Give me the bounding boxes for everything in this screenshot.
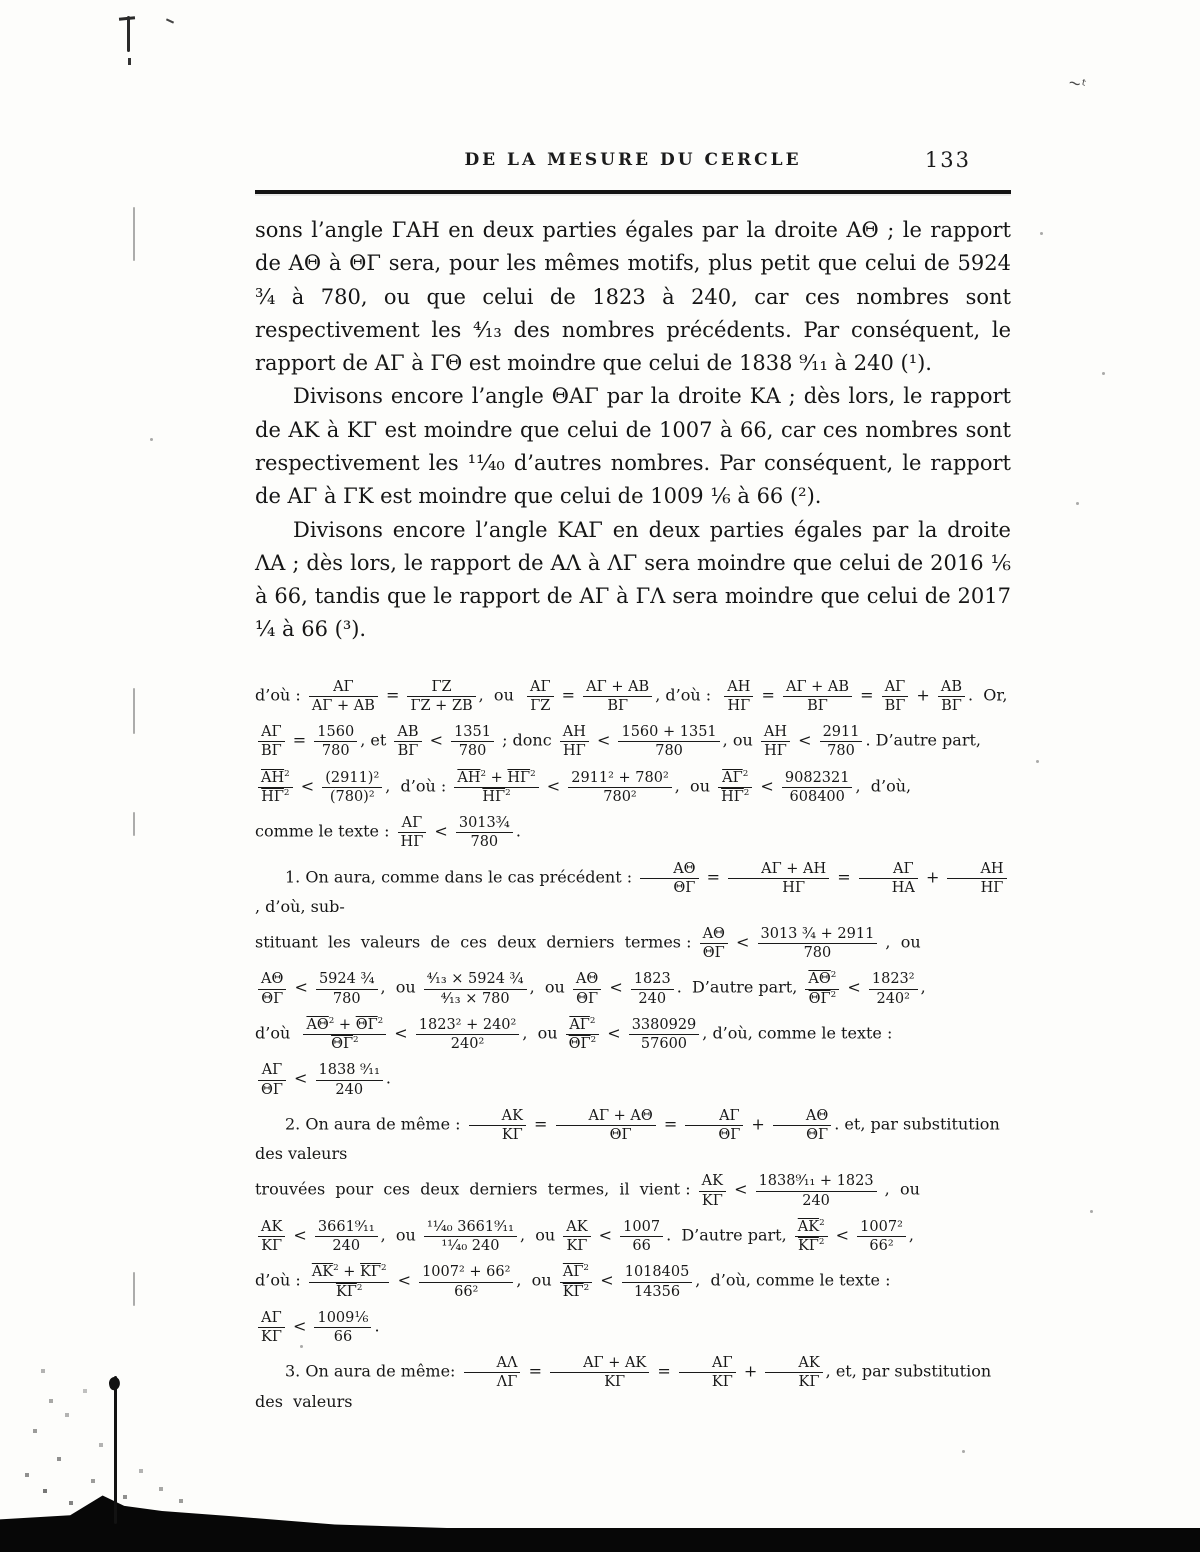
scan-artifact-speck <box>1102 372 1105 375</box>
fraction: $\frac{AK}{K\Gamma}$ <box>563 1218 590 1254</box>
overline-squared-term: $\overline{AK}^2$ <box>797 1217 825 1235</box>
fraction: $\frac{\text{1007²}}{\text{66²}}$ <box>857 1218 906 1254</box>
overline-squared-term: $\overline{K\Gamma}^2$ <box>360 1263 387 1281</box>
formula-text: , ou <box>519 1225 561 1245</box>
notes-block <box>255 677 1011 1412</box>
scan-artifact-speck <box>962 1450 965 1453</box>
formula-text: , ou <box>380 1225 421 1245</box>
overline-squared-term: $\overline{A\Gamma}^2$ <box>722 768 749 786</box>
overline-squared-term: $\overline{\Theta\Gamma}^2$ <box>808 989 837 1007</box>
fraction: $\frac{A\Gamma}{K\Gamma}$ <box>258 1309 285 1345</box>
formula-text: , ou <box>880 932 921 952</box>
formula-text: , ou <box>522 1023 563 1043</box>
fraction: $\frac{A\Gamma}{\Theta\Gamma}$ <box>685 1107 743 1143</box>
scan-artifact-speck <box>300 1345 303 1348</box>
fraction: $\frac{AK}{K\Gamma}$ <box>699 1172 726 1208</box>
formula-text: , ou <box>722 730 758 750</box>
overline-squared-term: $\overline{H\Gamma}^2$ <box>721 788 750 805</box>
formula-text: < <box>287 1316 312 1336</box>
formula-text: = <box>832 867 856 887</box>
fraction: $\frac{\text{1823²}}{\text{240²}}$ <box>869 970 918 1006</box>
formula-text: , ou <box>516 1271 557 1291</box>
fraction <box>258 769 293 805</box>
formula-text: = <box>556 685 581 705</box>
overline-squared-term: $\overline{A\Theta}^2$ <box>808 970 837 988</box>
scan-artifact-crease-line <box>114 1376 117 1524</box>
fraction: $\frac{A\Gamma}{K\Gamma}$ <box>679 1354 736 1390</box>
formula-line <box>255 722 1011 760</box>
formula-text: = <box>528 1114 553 1134</box>
fraction: $\frac{AH}{H\Gamma}$ <box>724 678 753 714</box>
scan-artifact-speck <box>150 438 153 441</box>
formula-text: , d’où, <box>855 776 912 796</box>
fraction: $\frac{A\Gamma}{\Gamma Z}$ <box>527 678 554 714</box>
formula-line <box>255 1353 1011 1411</box>
formula-line <box>255 1060 1011 1098</box>
formula-text: < <box>424 730 449 750</box>
fraction: $\frac{A\Gamma + A\Theta}{\Theta\Gamma}$ <box>556 1107 656 1143</box>
scan-artifact-margin-line <box>133 688 135 734</box>
fraction: $\frac{AH}{H\Gamma}$ <box>947 860 1006 896</box>
page-content <box>255 150 1011 1419</box>
formula-text: d’où : <box>255 1271 306 1291</box>
fraction: $\frac{\overline{A\Theta}^2 + \overline{\Theta\Gamma}^2}{\overline{\Theta\Gamma}^2}$ <box>303 1016 386 1052</box>
scan-artifact-ink-mark <box>128 58 131 65</box>
overline-squared-term: $\overline{AK}^2$ <box>311 1263 339 1281</box>
fraction <box>805 970 839 1006</box>
formula-text: < <box>593 1225 618 1245</box>
formula-text: = <box>523 1361 548 1381</box>
formula-text: < <box>730 932 755 952</box>
scan-artifact-margin-line <box>133 207 135 261</box>
formula-text: , et <box>360 730 392 750</box>
overline-squared-term: $\overline{A\Theta}^2$ <box>306 1016 335 1033</box>
fraction: $\frac{\Gamma Z}{\Gamma Z + ZB}$ <box>407 678 475 714</box>
fraction: $\frac{A\Gamma + AK}{K\Gamma}$ <box>550 1354 649 1390</box>
formula-text: + <box>746 1114 770 1134</box>
formula-text: . <box>385 1069 391 1089</box>
scan-artifact-speck <box>1040 232 1043 235</box>
fraction: $\frac{\text{3013 ¾ + 2911}}{780}$ <box>758 925 878 961</box>
formula-text: < <box>755 776 779 796</box>
scan-artifact-ink-blob <box>108 1376 121 1391</box>
formula-line <box>255 1217 1011 1255</box>
paragraph-1: sons l’angle ΓΑΗ en deux parties égales par la droite ΑΘ ; le rapport de ΑΘ à ΘΓ sera, pour les mêmes motifs, plus petit que celui de 5924 ¾ à 780, ou que celui de 1823 à 240, car ces nombres sont respectivement les ⁴⁄₁₃ des nombres précédents. Par conséquent, le rapport de ΑΓ à ΓΘ est moindre que celui de 1838 ⁹⁄₁₁ à 240 (¹). <box>255 218 1011 376</box>
overline-squared-term: $\overline{A\Gamma}^2$ <box>569 1016 596 1033</box>
fraction: $\frac{A\Theta}{\Theta\Gamma}$ <box>573 970 601 1006</box>
fraction <box>795 1218 828 1254</box>
overline-squared-term: $\overline{K\Gamma}^2$ <box>335 1282 363 1300</box>
formula-text: trouvées pour ces deux derniers termes, il vient : <box>255 1180 696 1200</box>
formula-text: , d’où, sub- <box>255 897 345 916</box>
fraction: $\frac{1018405}{14356}$ <box>622 1263 693 1299</box>
formula-text: d’où <box>255 1023 301 1043</box>
formula-text: , ou <box>674 776 716 796</box>
formula-text: , et, par substitution des valeurs <box>255 1361 997 1411</box>
formula-text: , ou <box>529 978 570 998</box>
scan-artifact-speck <box>1036 760 1039 763</box>
fraction: $\frac{2911}{780}$ <box>820 723 863 759</box>
fraction <box>566 1016 599 1052</box>
formula-text: < <box>295 776 320 796</box>
formula-text: = <box>701 867 726 887</box>
formula-text: , d’où, comme le texte : <box>695 1271 891 1291</box>
formula-text: < <box>842 978 866 998</box>
fraction <box>560 1263 592 1299</box>
formula-text: . D’autre part, <box>666 1225 792 1245</box>
formula-text: , d’où : <box>385 776 452 796</box>
formula-text: = <box>287 730 312 750</box>
formula-text: < <box>728 1180 753 1200</box>
overline-squared-term: $\overline{\Theta\Gamma}^2$ <box>331 1035 359 1053</box>
fraction: $\frac{A\Lambda}{\Lambda\Gamma}$ <box>464 1354 521 1390</box>
fraction <box>718 769 752 805</box>
fraction: $\frac{1560 + 1351}{780}$ <box>618 723 719 759</box>
fraction: $\frac{9082321}{608400}$ <box>782 769 853 805</box>
formula-line <box>255 677 1011 715</box>
fraction: $\frac{\text{¹¹⁄₄₀ 3661⁹⁄₁₁}}{\text{¹¹⁄₄₀ 240}}$ <box>424 1218 517 1254</box>
header-rule <box>255 190 1011 194</box>
scan-artifact-speck <box>1090 1210 1093 1213</box>
formula-text: + <box>911 685 935 705</box>
overline-squared-term: $\overline{K\Gamma}^2$ <box>797 1237 825 1255</box>
formula-text: d’où : <box>255 685 306 705</box>
formula-text: < <box>288 1225 312 1245</box>
formula-text: = <box>855 685 879 705</box>
scan-artifact-margin-line <box>133 812 135 836</box>
fraction: $\frac{3380929}{57600}$ <box>629 1016 700 1052</box>
fraction: $\frac{\text{1838⁹⁄₁₁ + 1823}}{240}$ <box>756 1172 877 1208</box>
formula-text: < <box>429 821 453 841</box>
formula-text: , ou <box>478 685 525 705</box>
running-head-title: DE LA MESURE DU CERCLE <box>464 150 802 170</box>
formula-text: = <box>658 1114 683 1134</box>
fraction: $\frac{\text{1823² + 240²}}{\text{240²}}$ <box>416 1016 520 1052</box>
fraction: $\frac{A\Gamma}{\Theta\Gamma}$ <box>258 1061 286 1097</box>
scan-artifact-margin-line <box>133 1272 135 1306</box>
paragraph-2: Divisons encore l’angle ΘΑΓ par la droite ΚΑ ; dès lors, le rapport de ΑΚ à ΚΓ est moindre que celui de 1007 à 66, car ces nombres sont respectivement les ¹¹⁄₄₀ d’autres nombres. Par conséquent, le rapport de ΑΓ à ΓΚ est moindre que celui de 1009 ⅙ à 66 (²). <box>255 384 1011 509</box>
overline-squared-term: $\overline{AH}^2$ <box>457 768 487 786</box>
fraction: $\frac{AK}{K\Gamma}$ <box>765 1354 822 1390</box>
formula-text: < <box>595 1271 619 1291</box>
formula-line <box>255 1171 1011 1209</box>
body-text <box>255 214 1011 647</box>
formula-text: comme le texte : <box>255 821 395 841</box>
fraction: $\frac{\overline{AK}^2 + \overline{K\Gamma}^2}{\overline{K\Gamma}^2}$ <box>309 1263 390 1299</box>
formula-line <box>255 768 1011 806</box>
formula-text: , <box>908 1225 914 1245</box>
overline-squared-term: $\overline{H\Gamma}^2$ <box>261 788 290 805</box>
overline-squared-term: $\overline{K\Gamma}^2$ <box>562 1282 590 1300</box>
scan-artifact-squiggle: ∼ᵗ <box>1065 72 1089 95</box>
fraction: $\frac{A\Gamma + AB}{B\Gamma}$ <box>783 678 852 714</box>
fraction: $\frac{1823}{240}$ <box>631 970 674 1006</box>
formula-line <box>255 1308 1011 1346</box>
fraction: $\frac{\text{2911² + 780²}}{\text{780²}}$ <box>568 769 672 805</box>
formula-text: < <box>288 1069 313 1089</box>
fraction: $\frac{\text{1838 ⁹⁄₁₁}}{240}$ <box>316 1061 383 1097</box>
formula-line <box>255 1015 1011 1053</box>
scan-artifact-tick <box>166 18 174 23</box>
fraction: $\frac{\text{⁴⁄₁₃ × 5924 ¾}}{\text{⁴⁄₁₃ × 780}}$ <box>424 970 527 1006</box>
formula-text: , <box>920 978 926 998</box>
overline-squared-term: $\overline{AH}^2$ <box>261 768 290 786</box>
formula-text: < <box>792 730 817 750</box>
formula-text: . D’autre part, <box>865 730 981 750</box>
fraction: $\frac{\text{1007² + 66²}}{\text{66²}}$ <box>419 1263 513 1299</box>
formula-text: < <box>591 730 616 750</box>
scan-artifact-dust <box>40 1510 42 1512</box>
fraction: $\frac{\text{3013¾}}{780}$ <box>456 814 513 850</box>
formula-text: + <box>920 867 945 887</box>
formula-line <box>255 813 1011 851</box>
overline-squared-term: $\overline{A\Gamma}^2$ <box>562 1263 589 1281</box>
formula-text: < <box>392 1271 417 1291</box>
formula-text: stituant les valeurs de ces deux derniers termes : <box>255 932 697 952</box>
paragraph-3: Divisons encore l’angle ΚΑΓ en deux parties égales par la droite ΛΑ ; dès lors, le rapport de ΑΛ à ΛΓ sera moindre que celui de 2016 ⅙ à 66, tandis que le rapport de ΑΓ à ΓΛ sera moindre que celui de 2017 ¼ à 66 (³). <box>255 517 1011 642</box>
fraction: $\frac{A\Theta}{\Theta\Gamma}$ <box>640 860 698 896</box>
fraction: $\frac{\text{3661⁹⁄₁₁}}{240}$ <box>315 1218 378 1254</box>
formula-line <box>255 859 1011 917</box>
formula-text: . D’autre part, <box>676 978 803 998</box>
scan-artifact-ink-mark <box>127 16 130 52</box>
formula-text: < <box>830 1225 855 1245</box>
formula-text: < <box>604 978 628 998</box>
fraction: $\frac{AH}{H\Gamma}$ <box>761 723 790 759</box>
fraction: $\frac{A\Theta}{\Theta\Gamma}$ <box>773 1107 831 1143</box>
fraction: $\frac{A\Gamma + AB}{B\Gamma}$ <box>583 678 652 714</box>
fraction: $\frac{1007}{66}$ <box>620 1218 663 1254</box>
formula-text: 2. On aura de même : <box>285 1114 466 1134</box>
formula-text: 1. On aura, comme dans le cas précédent : <box>285 867 638 887</box>
formula-text: < <box>541 776 566 796</box>
page-header <box>255 150 1011 184</box>
fraction: $\frac{A\Gamma}{H\Gamma}$ <box>398 814 427 850</box>
fraction: $\frac{1351}{780}$ <box>451 723 494 759</box>
formula-text: = <box>652 1361 676 1381</box>
fraction: $\frac{AK}{K\Gamma}$ <box>469 1107 526 1143</box>
overline-squared-term: $\overline{H\Gamma}^2$ <box>482 788 511 805</box>
fraction: $\frac{A\Gamma}{B\Gamma}$ <box>258 723 285 759</box>
formula-text: , ou <box>879 1180 920 1200</box>
formula-text: , d’où : <box>655 685 722 705</box>
fraction: $\frac{A\Gamma}{HA}$ <box>859 860 918 896</box>
formula-text: + <box>738 1361 763 1381</box>
formula-text: . <box>515 821 521 841</box>
fraction: $\frac{\text{5924 ¾}}{780}$ <box>316 970 378 1006</box>
formula-text: . et, par substitution des valeurs <box>255 1114 1005 1164</box>
fraction: $\frac{\overline{AH}^2 + \overline{H\Gamma}^2}{\overline{H\Gamma}^2}$ <box>454 769 538 805</box>
formula-text: = <box>380 685 405 705</box>
formula-text: = <box>756 685 780 705</box>
scan-artifact-speck <box>1076 502 1079 505</box>
fraction: $\frac{1560}{780}$ <box>314 723 357 759</box>
formula-text: ; donc <box>496 730 557 750</box>
formula-line <box>255 924 1011 962</box>
fraction: $\frac{AB}{B\Gamma}$ <box>394 723 421 759</box>
formula-text: , d’où, comme le texte : <box>702 1023 893 1043</box>
overline-squared-term: $\overline{H\Gamma}^2$ <box>507 768 536 786</box>
overline-squared-term: $\overline{\Theta\Gamma}^2$ <box>355 1016 384 1033</box>
overline-squared-term: $\overline{\Theta\Gamma}^2$ <box>568 1035 597 1053</box>
formula-text: . <box>374 1316 380 1336</box>
fraction: $\frac{A\Theta}{\Theta\Gamma}$ <box>700 925 728 961</box>
fraction: $\frac{A\Gamma + AH}{H\Gamma}$ <box>728 860 829 896</box>
page-number: 133 <box>924 148 971 172</box>
scan-artifact-gutter-shadow <box>0 1528 1200 1552</box>
formula-line <box>255 1262 1011 1300</box>
formula-line <box>255 969 1011 1007</box>
fraction: $\frac{AK}{K\Gamma}$ <box>258 1218 285 1254</box>
formula-text: < <box>389 1023 413 1043</box>
fraction: $\frac{AB}{B\Gamma}$ <box>938 678 965 714</box>
formula-text: < <box>289 978 313 998</box>
formula-text: 3. On aura de même: <box>285 1361 461 1381</box>
formula-text: , ou <box>380 978 421 998</box>
fraction: $\frac{\text{1009⅙}}{66}$ <box>314 1309 371 1345</box>
formula-text: < <box>602 1023 626 1043</box>
formula-text: . Or, <box>968 685 1008 705</box>
fraction: $\frac{\text{(2911)²}}{\text{(780)²}}$ <box>322 769 382 805</box>
fraction: $\frac{A\Gamma}{A\Gamma + AB}$ <box>309 678 378 714</box>
formula-line <box>255 1106 1011 1164</box>
fraction: $\frac{AH}{H\Gamma}$ <box>560 723 589 759</box>
fraction: $\frac{A\Gamma}{B\Gamma}$ <box>882 678 909 714</box>
fraction: $\frac{A\Theta}{\Theta\Gamma}$ <box>258 970 286 1006</box>
